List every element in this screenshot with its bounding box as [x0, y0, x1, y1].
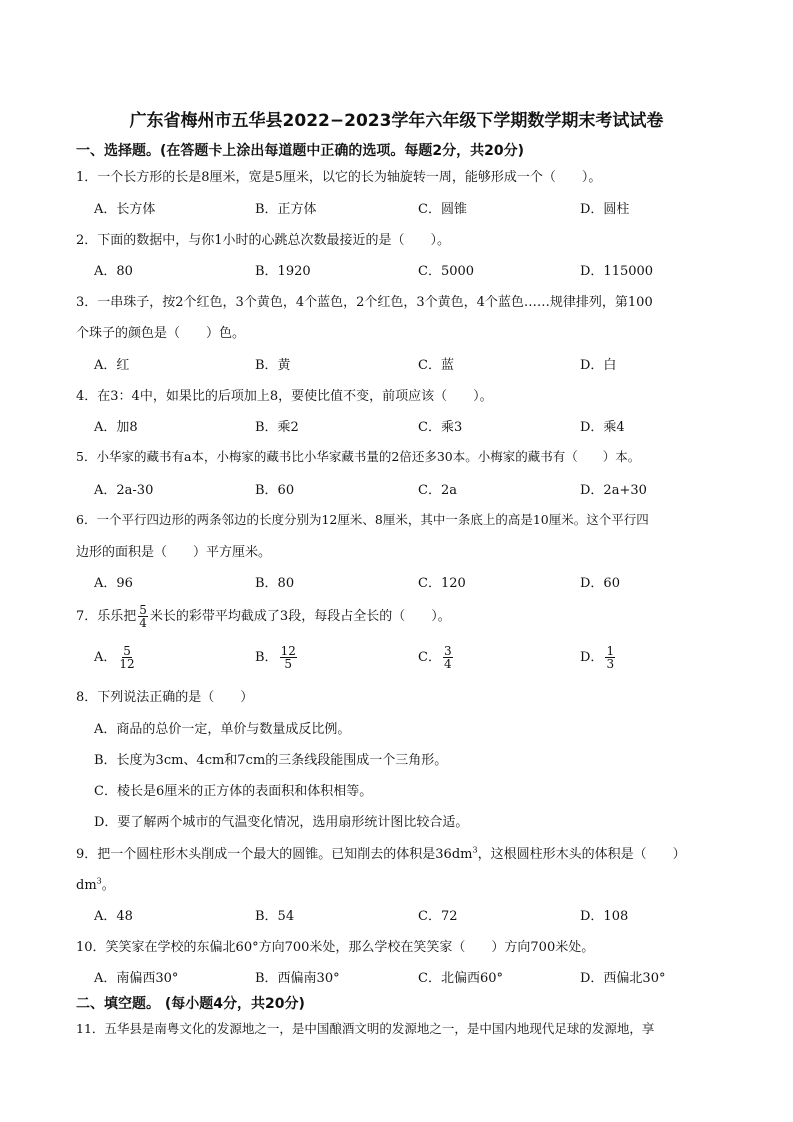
exam-title: 广东省梅州市五华县2022−2023学年六年级下学期数学期末考试试卷	[129, 111, 664, 131]
question-1: 1．一个长方形的长是8厘米，宽是5厘米，以它的长为轴旋转一周，能够形成一个（ ）。	[76, 170, 602, 185]
question-7	[76, 604, 451, 629]
unit-text: dm	[76, 878, 97, 893]
option-d[interactable]	[580, 645, 617, 670]
option-fraction	[443, 645, 453, 670]
option-a[interactable]: A．80	[94, 264, 133, 279]
question-7-options	[94, 645, 734, 675]
question-11: 11．五华县是南粤文化的发源地之一，是中国酿酒文明的发源地之一，是中国内地现代足球的发源地，享	[76, 1021, 655, 1036]
fraction-numerator: 3	[443, 644, 452, 658]
fraction-denominator: 3	[606, 657, 615, 671]
question-10-options	[94, 967, 734, 987]
option-c[interactable]: C．圆锥	[418, 202, 467, 217]
question-1-options	[94, 198, 734, 218]
option-c[interactable]: C．120	[418, 576, 466, 591]
superscript: 3	[472, 845, 478, 855]
option-b[interactable]: B．西偏南30°	[255, 971, 340, 986]
fraction-numerator: 12	[280, 644, 296, 658]
question-5-options	[94, 479, 734, 499]
option-c[interactable]: C．2a	[418, 483, 457, 498]
option-c[interactable]	[418, 645, 455, 670]
question-10: 10．笑笑家在学校的东偏北60°方向700米处，那么学校在笑笑家（ ）方向700米处。	[76, 940, 595, 955]
fraction-numerator: 5	[123, 644, 131, 658]
option-c[interactable]: C．5000	[418, 264, 475, 279]
option-b[interactable]: B．1920	[255, 264, 311, 279]
fraction-numerator: 1	[606, 644, 615, 658]
option-fraction	[280, 645, 297, 670]
punctuation: 。	[101, 878, 115, 893]
section-fill-heading: 二、填空题。 (每小题4分，共20分)	[76, 996, 305, 1012]
option-d[interactable]: D．要了解两个城市的气温变化情况，选用扇形统计图比较合适。	[94, 815, 469, 830]
question-3: 3．一串珠子，按2个红色，3个黄色，4个蓝色，2个红色，3个黄色，4个蓝色……规律排列，第100	[76, 295, 653, 310]
question-6: 6．一个平行四边形的两条邻边的长度分别为12厘米、8厘米，其中一条底上的高是10厘米。这个平行四	[76, 512, 649, 527]
option-a[interactable]: A．长方体	[94, 202, 156, 217]
question-9-continued	[76, 874, 115, 893]
superscript: 3	[96, 876, 102, 886]
option-d[interactable]: D．乘4	[580, 420, 625, 435]
option-c[interactable]: C．72	[418, 909, 458, 924]
option-d[interactable]: D．60	[580, 576, 620, 591]
option-d[interactable]: D．西偏北30°	[580, 971, 666, 986]
option-a[interactable]: A．48	[94, 909, 133, 924]
option-b[interactable]: B．乘2	[255, 420, 299, 435]
option-d[interactable]: D．108	[580, 909, 629, 924]
option-d[interactable]: D．115000	[580, 264, 654, 279]
option-b[interactable]: B．正方体	[255, 202, 317, 217]
question-9	[76, 843, 686, 862]
option-a[interactable]: A．96	[94, 576, 133, 591]
question-4: 4．在3：4中，如果比的后项加上8，要使比值不变，前项应该（ ）。	[76, 389, 493, 404]
option-b[interactable]: B．长度为3cm、4cm和7cm的三条线段能围成一个三角形。	[94, 753, 448, 768]
option-a[interactable]	[94, 645, 138, 670]
question-9-text-start: 9．把一个圆柱形木头削成一个最大的圆锥。已知削去的体积是36dm	[76, 847, 473, 862]
question-8: 8．下列说法正确的是（ ）	[76, 690, 254, 705]
section-choice-heading: 一、选择题。(在答题卡上涂出每道题中正确的选项。每题2分，共20分)	[76, 143, 525, 159]
question-2: 2．下面的数据中，与你1小时的心跳总次数最接近的是（ ）。	[76, 233, 451, 248]
option-fraction	[605, 645, 615, 670]
option-a[interactable]: A．加8	[94, 420, 138, 435]
question-5: 5．小华家的藏书有a本，小梅家的藏书比小华家藏书量的2倍还多30本。小梅家的藏书有（ ）本。	[76, 449, 641, 464]
option-b[interactable]	[255, 645, 299, 670]
question-4-options	[94, 416, 734, 436]
option-b[interactable]: B．54	[255, 909, 295, 924]
question-3-continued: 个珠子的颜色是（ ）色。	[76, 326, 246, 341]
question-6-options	[94, 572, 734, 592]
option-c[interactable]: C．北偏西60°	[418, 971, 503, 986]
option-b[interactable]: B．80	[255, 576, 295, 591]
option-b[interactable]: B．黄	[255, 358, 291, 373]
option-d[interactable]: D．白	[580, 358, 617, 373]
option-c[interactable]: C．棱长是6厘米的正方体的表面积和体积相等。	[94, 784, 373, 799]
option-d[interactable]: D．2a+30	[580, 483, 647, 498]
option-a[interactable]: A．商品的总价一定，单价与数量成反比例。	[94, 722, 351, 737]
fraction-five-fourths	[138, 604, 148, 629]
fraction-denominator: 4	[443, 657, 452, 671]
option-c[interactable]: C．蓝	[418, 358, 454, 373]
question-9-text-end: ，这根圆柱形木头的体积是（ ）	[477, 847, 686, 862]
fraction-denominator: 4	[139, 616, 147, 630]
question-9-options	[94, 905, 734, 925]
option-label: B．	[255, 650, 278, 665]
question-3-options	[94, 354, 734, 374]
option-d[interactable]: D．圆柱	[580, 202, 630, 217]
option-a[interactable]: A．红	[94, 358, 130, 373]
option-b[interactable]: B．60	[255, 483, 295, 498]
option-a[interactable]: A．2a-30	[94, 483, 154, 498]
question-7-text-end: 米长的彩带平均截成了3段，每段占全长的（ ）。	[149, 609, 451, 624]
fraction-numerator: 5	[139, 603, 147, 617]
question-2-options	[94, 260, 734, 280]
question-7-text-start: 7．乐乐把	[76, 609, 137, 624]
option-label: C．	[418, 650, 441, 665]
option-fraction	[118, 645, 135, 670]
option-label: D．	[580, 650, 604, 665]
option-label: A．	[94, 650, 117, 665]
option-c[interactable]: C．乘3	[418, 420, 463, 435]
question-6-continued: 边形的面积是（ ）平方厘米。	[76, 545, 272, 560]
fraction-denominator: 5	[284, 657, 293, 671]
option-a[interactable]: A．南偏西30°	[94, 971, 179, 986]
fraction-denominator: 12	[119, 657, 135, 671]
